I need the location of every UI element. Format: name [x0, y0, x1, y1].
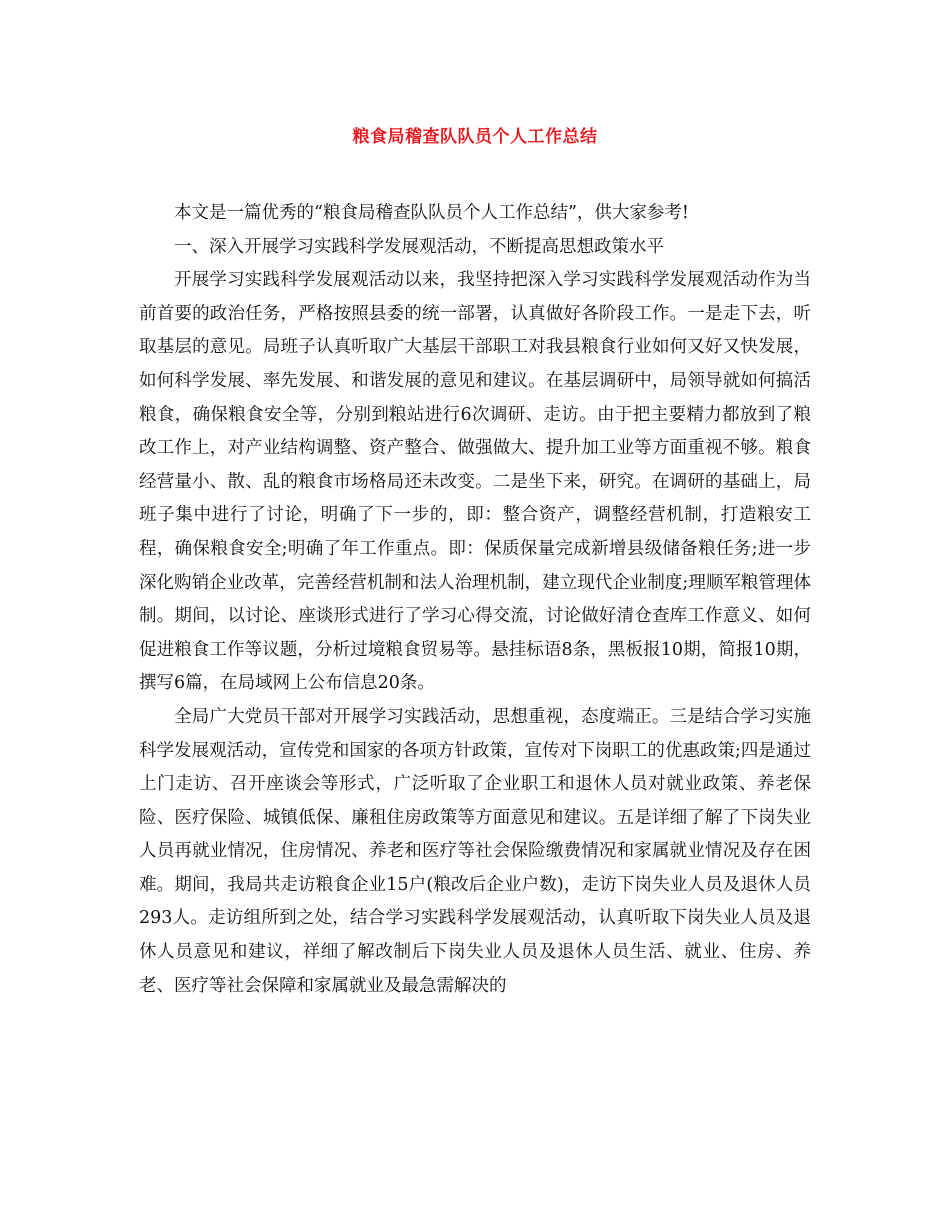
intro-paragraph: 本文是一篇优秀的“粮食局稽查队队员个人工作总结”，供大家参考! [174, 203, 689, 223]
body-paragraph-1: 开展学习实践科学发展观活动以来，我坚持把深入学习实践科学发展观活动作为当前首要的政治任务，严格按照县委的统一部署，认真做好各阶段工作。一是走下去，听取基层的意见。局班子认真听取广大基层干部职工对我县粮食行业如何又好又快发展，如何科学发展、率先发展、和谐发展的意见和建议。在基层调研中，局领导就如何搞活粮食，确保粮食安全等，分别到粮站进行6次调研、走访。由于把主要精力都放到了粮改工作上，对产业结构调整、资产整合、做强做大、提升加工业等方面重视不够。粮食经营量小、散、乱的粮食市场格局还未改变。二是坐下来，研究。在调研的基础上，局班子集中进行了讨论，明确了下一步的，即：整合资产，调整经营机制，打造粮安工程，确保粮食安全;明确了年工作重点。即：保质保量完成新增县级储备粮任务;进一步深化购销企业改革，完善经营机制和法人治理机制，建立现代企业制度;理顺军粮管理体制。期间，以讨论、座谈形式进行了学习心得交流，讨论做好清仓查库工作意义、如何促进粮食工作等议题，分析过境粮食贸易等。悬挂标语8条，黑板报10期，简报10期，撰写6篇，在局域网上公布信息20条。 [139, 270, 811, 694]
document-title: 粮食局稽查队队员个人工作总结 [352, 127, 598, 147]
document-body [139, 197, 811, 1003]
body-paragraph-2: 全局广大党员干部对开展学习实践活动，思想重视，态度端正。三是结合学习实施科学发展观活动，宣传党和国家的各项方针政策，宣传对下岗职工的优惠政策;四是通过上门走访、召开座谈会等形式，广泛听取了企业职工和退休人员对就业政策、养老保险、医疗保险、城镇低保、廉租住房政策等方面意见和建议。五是详细了解了下岗失业人员再就业情况，住房情况、养老和医疗等社会保险缴费情况和家属就业情况及存在困难。期间，我局共走访粮食企业15户(粮改后企业户数)，走访下岗失业人员及退休人员293人。走访组所到之处，结合学习实践科学发展观活动，认真听取下岗失业人员及退休人员意见和建议，祥细了解改制后下岗失业人员及退休人员生活、就业、住房、养老、医疗等社会保障和家属就业及最急需解决的 [139, 706, 811, 996]
section-heading-1: 一、深入开展学习实践科学发展观活动，不断提高思想政策水平 [174, 236, 664, 257]
